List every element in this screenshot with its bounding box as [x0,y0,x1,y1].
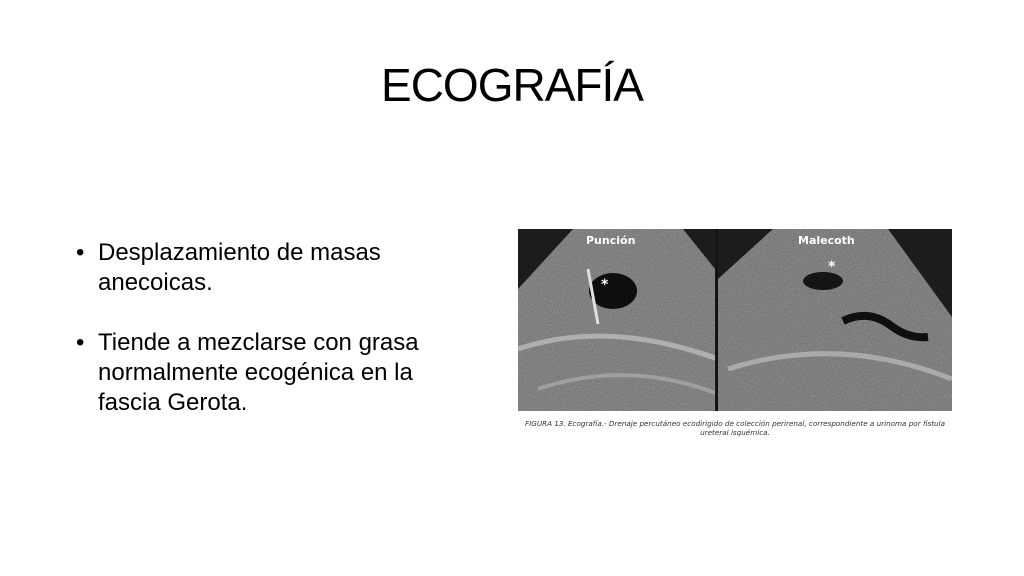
ultrasound-figure [518,229,952,437]
bullet-item [76,328,476,418]
left-panel-label: Punción [586,234,636,247]
bullet-item [76,238,476,298]
ultrasound-image [518,229,952,411]
bullet-dot: • [76,329,85,356]
slide-title: ECOGRAFÍA [381,59,643,111]
left-marker: * [601,277,609,293]
bullet-list [76,238,476,418]
bullet-dot: • [76,239,85,266]
bullet-text: Desplazamiento de masas anecoicas. [98,239,381,296]
right-marker: * [828,259,836,275]
right-panel-label: Malecoth [798,234,855,247]
figure-caption: FIGURA 13. Ecografía.- Drenaje percutáneo ecodirigido de colección perirenal, correspondiente a urinoma por fístula ureteral isquémica. [525,419,945,437]
ultrasound-scan-graphic [518,229,952,411]
bullet-text: Tiende a mezclarse con grasa normalmente ecogénica en la fascia Gerota. [98,329,419,416]
